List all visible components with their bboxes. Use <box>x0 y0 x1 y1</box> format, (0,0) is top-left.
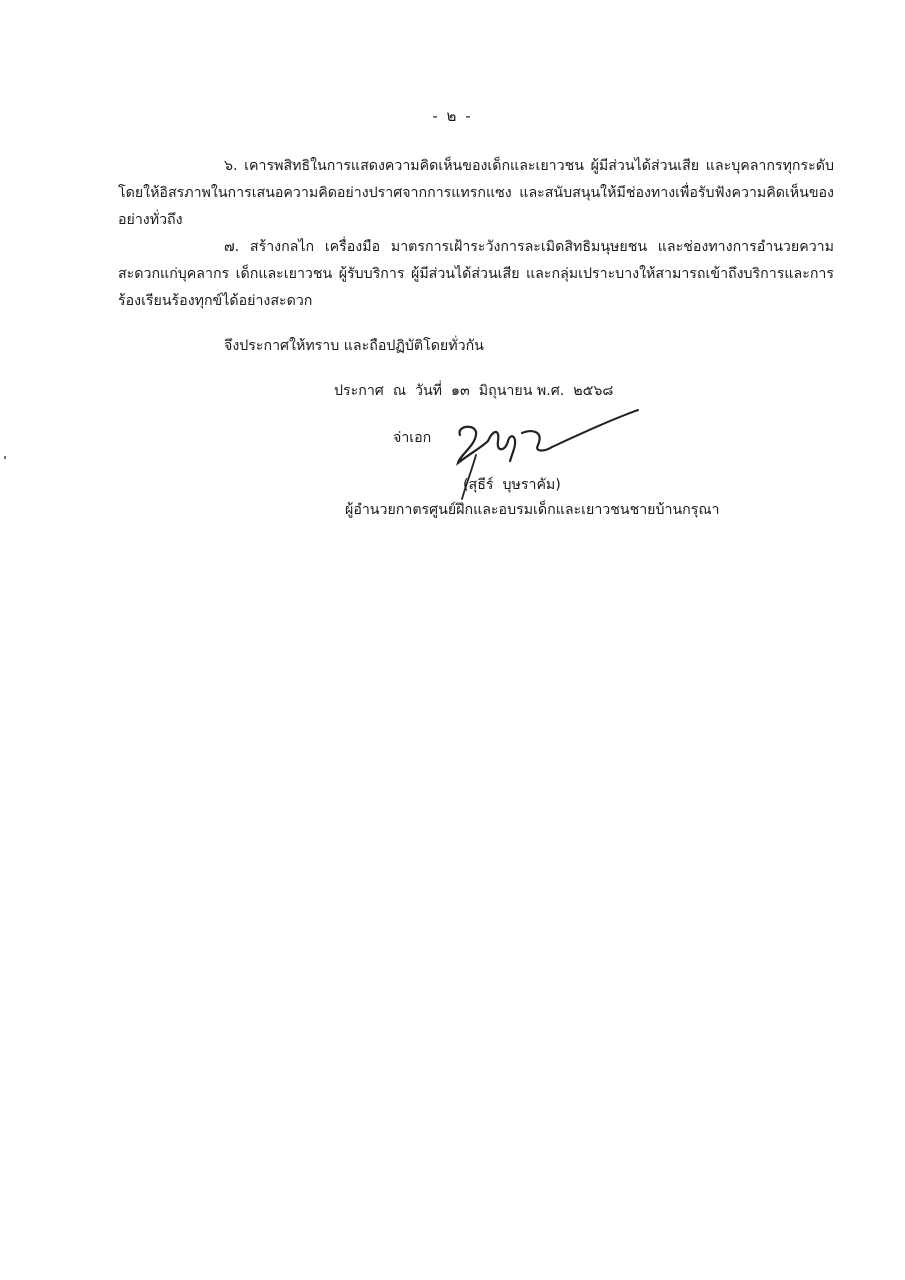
clause-6 <box>118 153 834 234</box>
announcement-date: ประกาศ ณ วันที่ ๑๓ มิถุนายน พ.ศ. ๒๕๖๘ <box>334 383 614 399</box>
signer-rank-label: จ่าเอก <box>393 430 432 446</box>
signer-name: (สุธีร์ บุษราคัม) <box>463 477 561 493</box>
clause-7-text: ๗. สร้างกลไก เครื่องมือ มาตรการเฝ้าระวังการละเมิดสิทธิมนุษยชน และช่องทางการอำนวยความสะดวกแก่บุคลากร เด็กและเยาวชน ผู้รับบริการ ผู้มีส่วนได้ส่วนเสีย และกลุ่มเปราะบางให้สามารถเข้าถึงบริการและการร้องเรียนร้องทุกข์ได้อย่างสะดวก <box>118 239 834 309</box>
page-number: - ๒ - <box>432 107 473 125</box>
signer-position: ผู้อำนวยกาตรศูนย์ฝึกและอบรมเด็กและเยาวชนชายบ้านกรุณา <box>345 502 720 518</box>
clause-6-text: ๖. เคารพสิทธิในการแสดงความคิดเห็นของเด็กและเยาวชน ผู้มีส่วนได้ส่วนเสีย และบุคลากรทุกระดับ โดยให้อิสรภาพในการเสนอความคิดอย่างปราศจากการแทรกแซง และสนับสนุนให้มีช่องทางเพื่อรับฟังความคิดเห็นของอย่างทั่วถึง <box>118 158 834 228</box>
closing-statement: จึงประกาศให้ทราบ และถือปฏิบัติโดยทั่วกัน <box>224 338 484 354</box>
clause-7 <box>118 234 834 315</box>
scan-edge-mark <box>4 456 6 459</box>
